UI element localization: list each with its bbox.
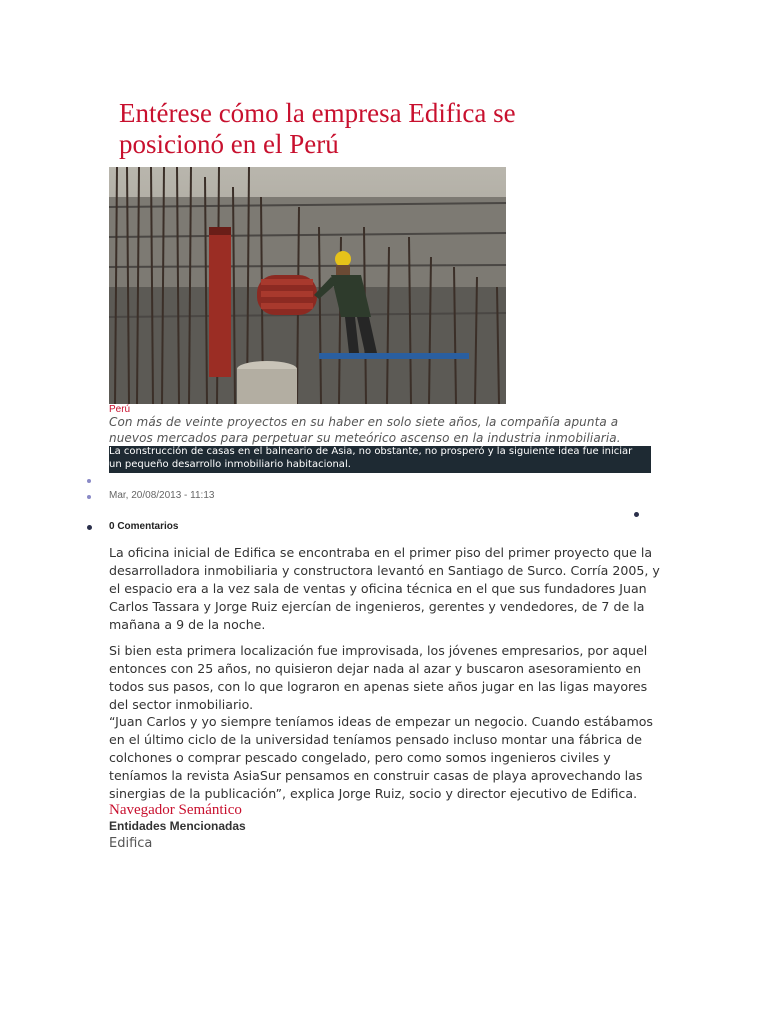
bullet-icon	[87, 479, 91, 483]
section-link[interactable]: Perú	[109, 404, 131, 415]
article-title: Entérese cómo la empresa Edifica se posicionó en el Perú	[119, 98, 516, 159]
bullet-icon	[87, 525, 92, 530]
semantic-navigator-title: Navegador Semántico	[109, 802, 242, 818]
bullet-icon	[87, 495, 91, 499]
mentioned-entities-heading: Entidades Mencionadas	[109, 819, 246, 833]
article-paragraph: La oficina inicial de Edifica se encontraba en el primer piso del primer proyecto que la desarrolladora inmobiliaria y constructora levantó en Santiago de Surco. Corría 2005, y el espacio era a la vez sala de ventas y oficina técnica en el que sus fundadores Juan Carlos Tassara y Jorge Ruiz ejercían de ingenieros, gerentes y vendedores, de 7 de la mañana a 9 de la noche.	[109, 545, 660, 632]
entity-link[interactable]: Edifica	[109, 836, 153, 851]
publish-date: Mar, 20/08/2013 - 11:13	[109, 490, 215, 501]
article-summary: Con más de veinte proyectos en su haber en solo siete años, la compañía apunta a nuevos mercados para perpetuar su meteórico ascenso en la industria inmobiliaria.	[109, 415, 621, 445]
article-paragraph: “Juan Carlos y yo siempre teníamos ideas de empezar un negocio. Cuando estábamos en el último ciclo de la universidad teníamos pensado incluso montar una fábrica de colchones o comprar pescado congelado, pero como somos ingenieros civiles y teníamos la revista AsiaSur pensamos en construir casas de playa aprovechando las sinergias de la publicación”, explica Jorge Ruiz, socio y director ejecutivo de Edifica.	[109, 714, 653, 801]
article-photo-construction-worker	[109, 167, 506, 404]
article-paragraph: Si bien esta primera localización fue improvisada, los jóvenes empresarios, por aquel entonces con 25 años, no quisieron dejar nada al azar y buscaron asesoramiento en todos sus pasos, con lo que lograron en apenas siete años jugar en las ligas mayores del sector inmobiliario.	[109, 643, 648, 712]
bullet-icon	[634, 512, 639, 517]
comments-link[interactable]: 0 Comentarios	[109, 521, 179, 532]
image-caption: La construcción de casas en el balneario de Asia, no obstante, no prosperó y la siguiente idea fue iniciar un pequeño desarrollo inmobiliario habitacional.	[109, 446, 651, 473]
